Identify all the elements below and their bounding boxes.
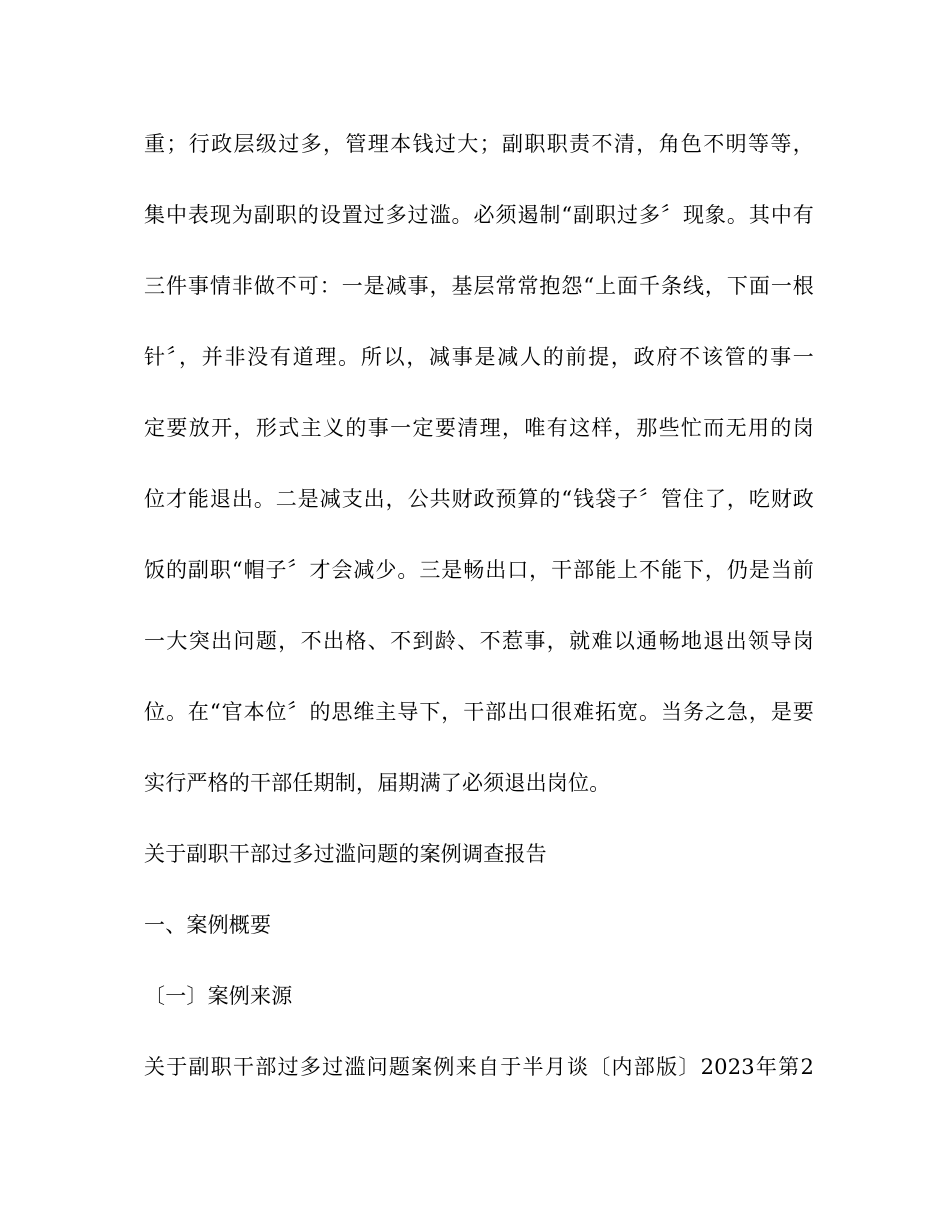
- source-line: 关于副职干部过多过滥问题案例来自于半月谈〔内部版〕2023年第2: [144, 1055, 814, 1079]
- report-title: 关于副职干部过多过滥问题的案例调查报告: [144, 842, 547, 866]
- paragraph-line-5: 定要放开，形式主义的事一定要清理，唯有这样，那些忙而无用的岗: [144, 416, 814, 440]
- paragraph-line-3: 三件事情非做不可：一是减事，基层常常抱怨“上面千条线，下面一根: [144, 274, 814, 298]
- paragraph-line-4: 针〞，并非没有道理。所以，减事是减人的前提，政府不该管的事一: [144, 345, 814, 369]
- paragraph-line-1: 重；行政层级过多，管理本钱过大；副职职责不清，角色不明等等，: [144, 132, 814, 156]
- paragraph-line-6: 位才能退出。二是减支出，公共财政预算的“钱袋子〞管住了，吃财政: [144, 487, 814, 511]
- paragraph-line-8: 一大突出问题，不出格、不到龄、不惹事，就难以通畅地退出领导岗: [144, 629, 814, 653]
- section-heading: 一、案例概要: [144, 913, 272, 937]
- paragraph-line-10: 实行严格的干部任期制，届期满了必须退出岗位。: [144, 771, 611, 795]
- paragraph-line-9: 位。在“官本位〞的思维主导下，干部出口很难拓宽。当务之急，是要: [144, 700, 814, 724]
- paragraph-line-2: 集中表现为副职的设置过多过滥。必须遏制“副职过多〞现象。其中有: [144, 203, 814, 227]
- subsection-heading: 〔一〕案例来源: [144, 984, 293, 1008]
- paragraph-line-7: 饭的副职“帽子〞才会减少。三是畅出口，干部能上不能下，仍是当前: [144, 558, 814, 582]
